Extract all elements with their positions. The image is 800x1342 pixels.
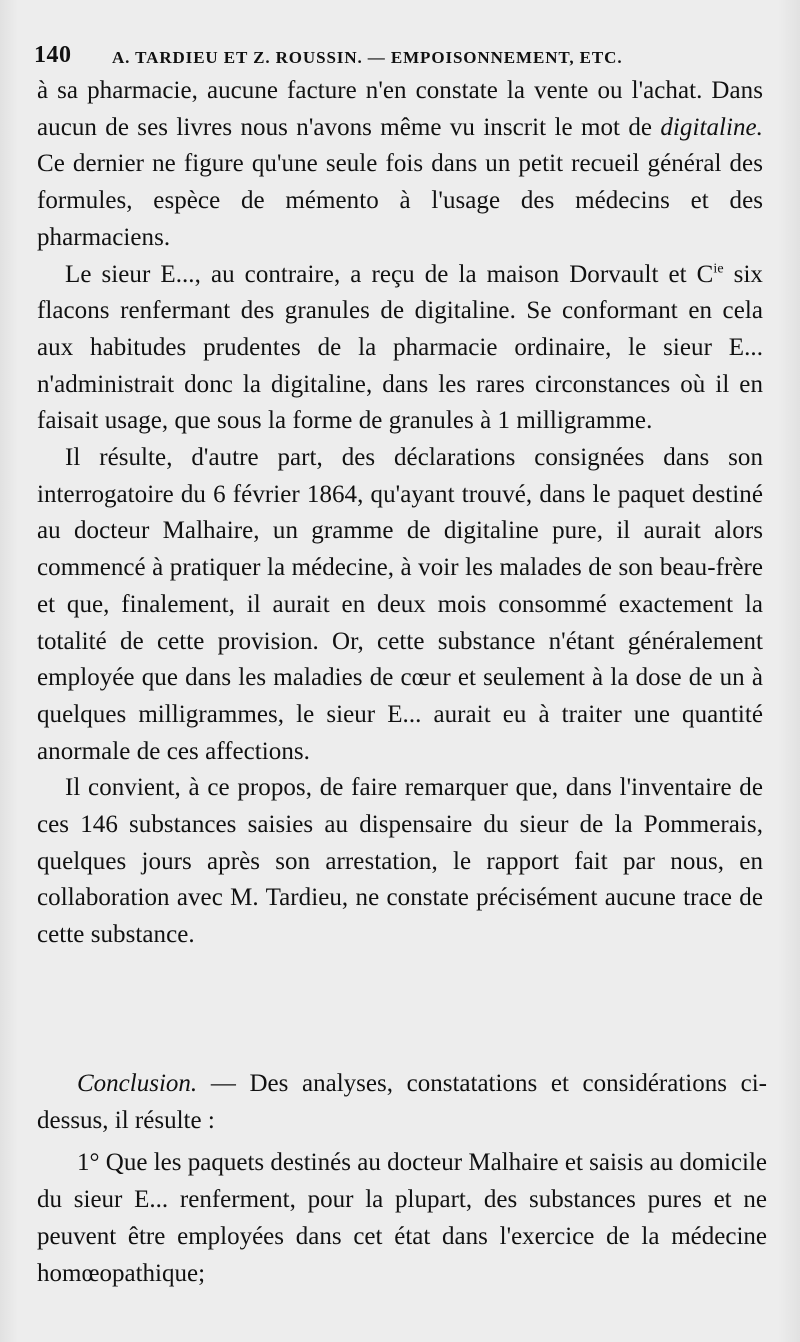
conclusion-intro	[37, 1066, 767, 1139]
superscript-ie: ie	[713, 261, 724, 277]
paragraph-1	[37, 73, 763, 257]
paragraph-4: Il convient, à ce propos, de faire remarquer que, dans l'inventaire de ces 146 substances saisies au dispensaire du sieur de la Pommerais, quelques jours après son arrestation, le rapport fait par nous, en collaboration avec M. Tardieu, ne constate précisément aucune trace de cette substance.	[37, 774, 763, 949]
conclusion-label: Conclusion.	[77, 1070, 198, 1097]
running-head: A. TARDIEU ET Z. ROUSSIN. — EMPOISONNEMENT, ETC.	[112, 48, 623, 67]
paragraph-2-text-before: Le sieur E..., au contraire, a reçu de la maison Dorvault et C	[65, 260, 714, 288]
page-header	[34, 40, 764, 76]
paragraph-3: Il résulte, d'autre part, des déclarations consignées dans son interrogatoire du 6 février 1864, qu'ayant trouvé, dans le paquet destiné au docteur Malhaire, un gramme de digitaline pure, il aurait alors commencé à pratiquer la médecine, à voir les malades de son beau-frère et que, finalement, il aurait en deux mois consommé exactement la totalité de cette provision. Or, cette substance n'étant généralement employée que dans les maladies de cœur et seulement à la dose de un à quelques milligrammes, le sieur E... aurait eu à traiter une quantité anormale de ces affections.	[37, 444, 763, 765]
paragraph-2	[37, 257, 763, 441]
paragraph-2-text-after: six flacons renfermant des granules de digitaline. Se conformant en cela aux habitudes prudentes de la pharmacie ordinaire, le sieur E... n'administrait donc la digitaline, dans les rares circonstances où il en faisait usage, que sous la forme de granules à 1 milligramme.	[37, 260, 763, 435]
page-number: 140	[34, 42, 72, 68]
conclusion-item-1: 1° Que les paquets destinés au docteur Malhaire et saisis au domicile du sieur E... renferment, pour la plupart, des substances pures et ne peuvent être employées dans cet état dans l'exercice de la médecine homœopathique;	[37, 1149, 767, 1287]
conclusion-section	[37, 1066, 767, 1292]
emphasis-digitaline: digitaline.	[660, 113, 763, 141]
main-text	[37, 73, 763, 954]
paragraph-1-text-after: Ce dernier ne figure qu'une seule fois dans un petit recueil général des formules, espèce de mémento à l'usage des médecins et des pharmaciens.	[37, 150, 763, 251]
paragraph-1-text-before: à sa pharmacie, aucune facture n'en constate la vente ou l'achat. Dans aucun de ses livres nous n'avons même vu inscrit le mot de	[37, 77, 763, 141]
conclusion-text: — Des analyses, constatations et considérations ci-dessus, il résulte :	[37, 1070, 767, 1134]
